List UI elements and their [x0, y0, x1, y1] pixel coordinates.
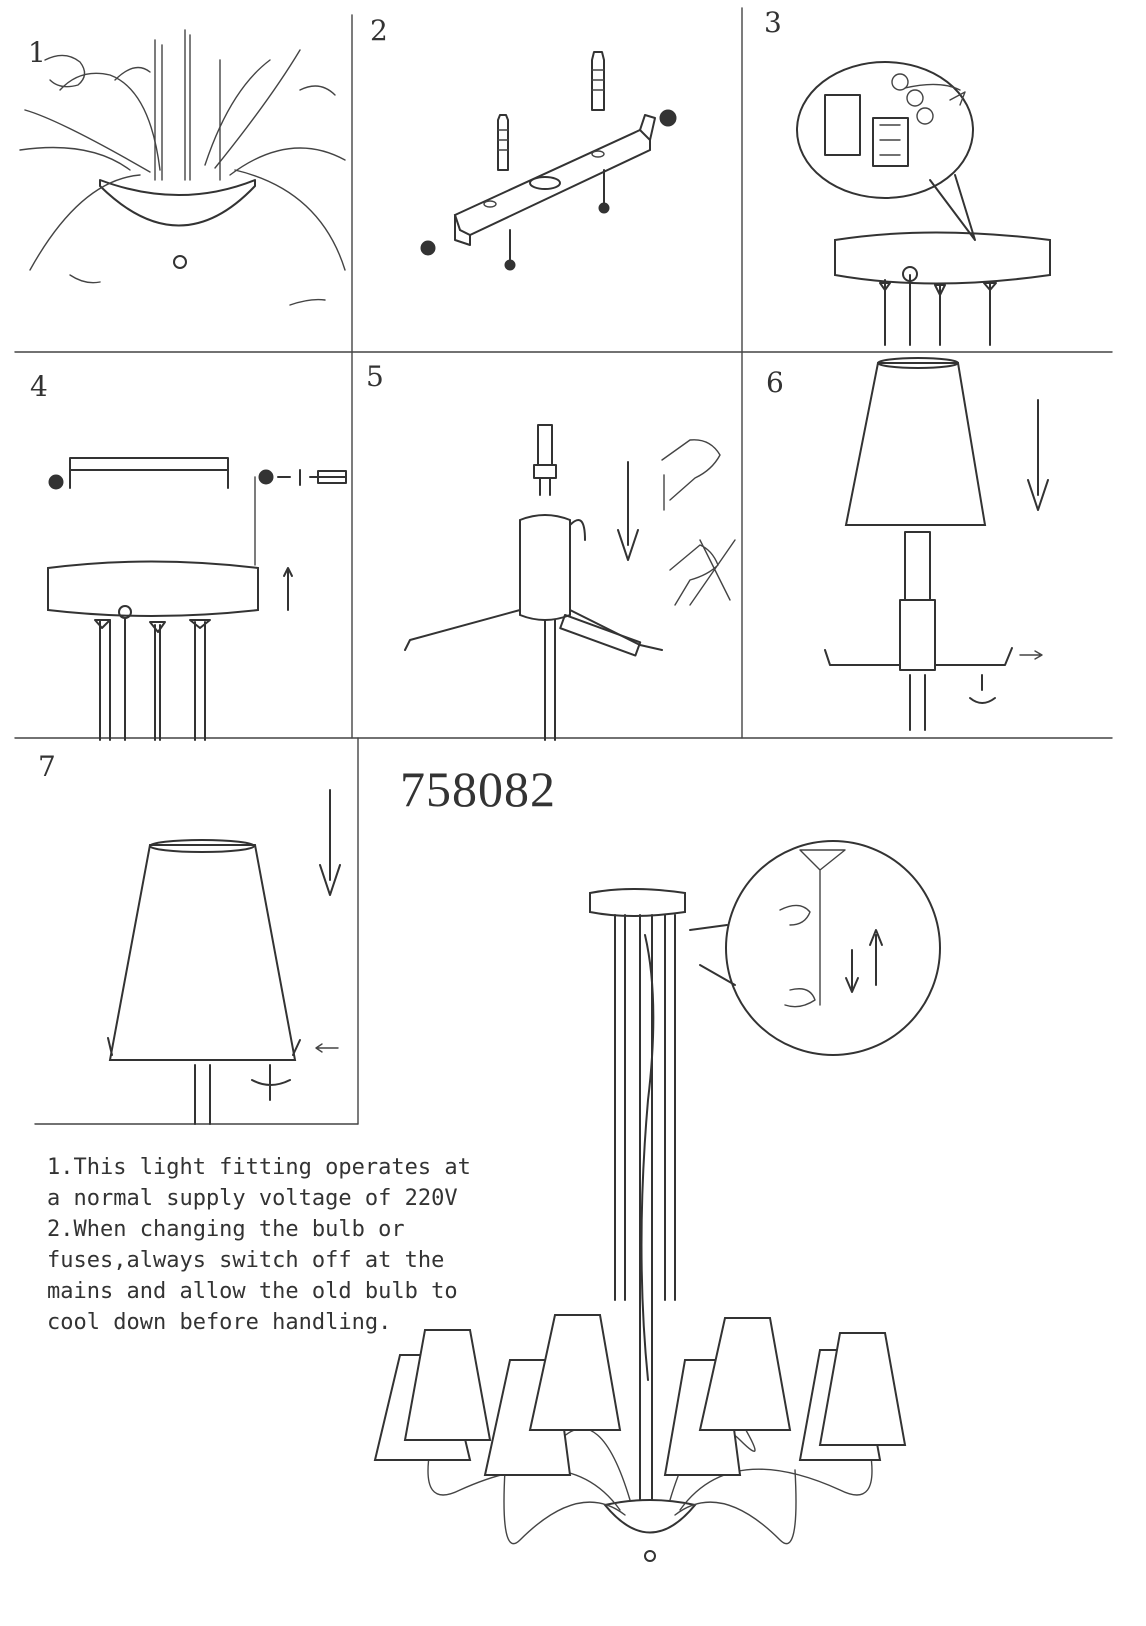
- panel-6-drawing: [825, 358, 1048, 730]
- panel-2-drawing: [421, 52, 676, 270]
- notes-line: a normal supply voltage of 220V: [47, 1186, 458, 1211]
- step-number-3: 3: [764, 6, 782, 39]
- panel-3-drawing: [797, 62, 1050, 345]
- notes-line: 2.When changing the bulb or: [47, 1217, 405, 1242]
- step-number-4: 4: [30, 370, 48, 403]
- step-number-2: 2: [370, 14, 388, 47]
- model-number: 758082: [400, 761, 556, 817]
- panel-5-drawing: [405, 425, 735, 740]
- safety-notes: [47, 1152, 487, 1338]
- notes-line: 1.This light fitting operates at: [47, 1155, 471, 1180]
- step-number-6: 6: [766, 366, 784, 399]
- notes-line: cool down before handling.: [47, 1310, 392, 1335]
- notes-line: mains and allow the old bulb to: [47, 1279, 458, 1304]
- step-number-1: 1: [28, 36, 46, 69]
- panel-4-drawing: [48, 458, 346, 740]
- step-number-7: 7: [38, 750, 56, 783]
- panel-7-drawing: [108, 790, 340, 1124]
- step-number-5: 5: [366, 360, 384, 393]
- panel-1-drawing: [20, 30, 345, 305]
- notes-line: fuses,always switch off at the: [47, 1248, 445, 1273]
